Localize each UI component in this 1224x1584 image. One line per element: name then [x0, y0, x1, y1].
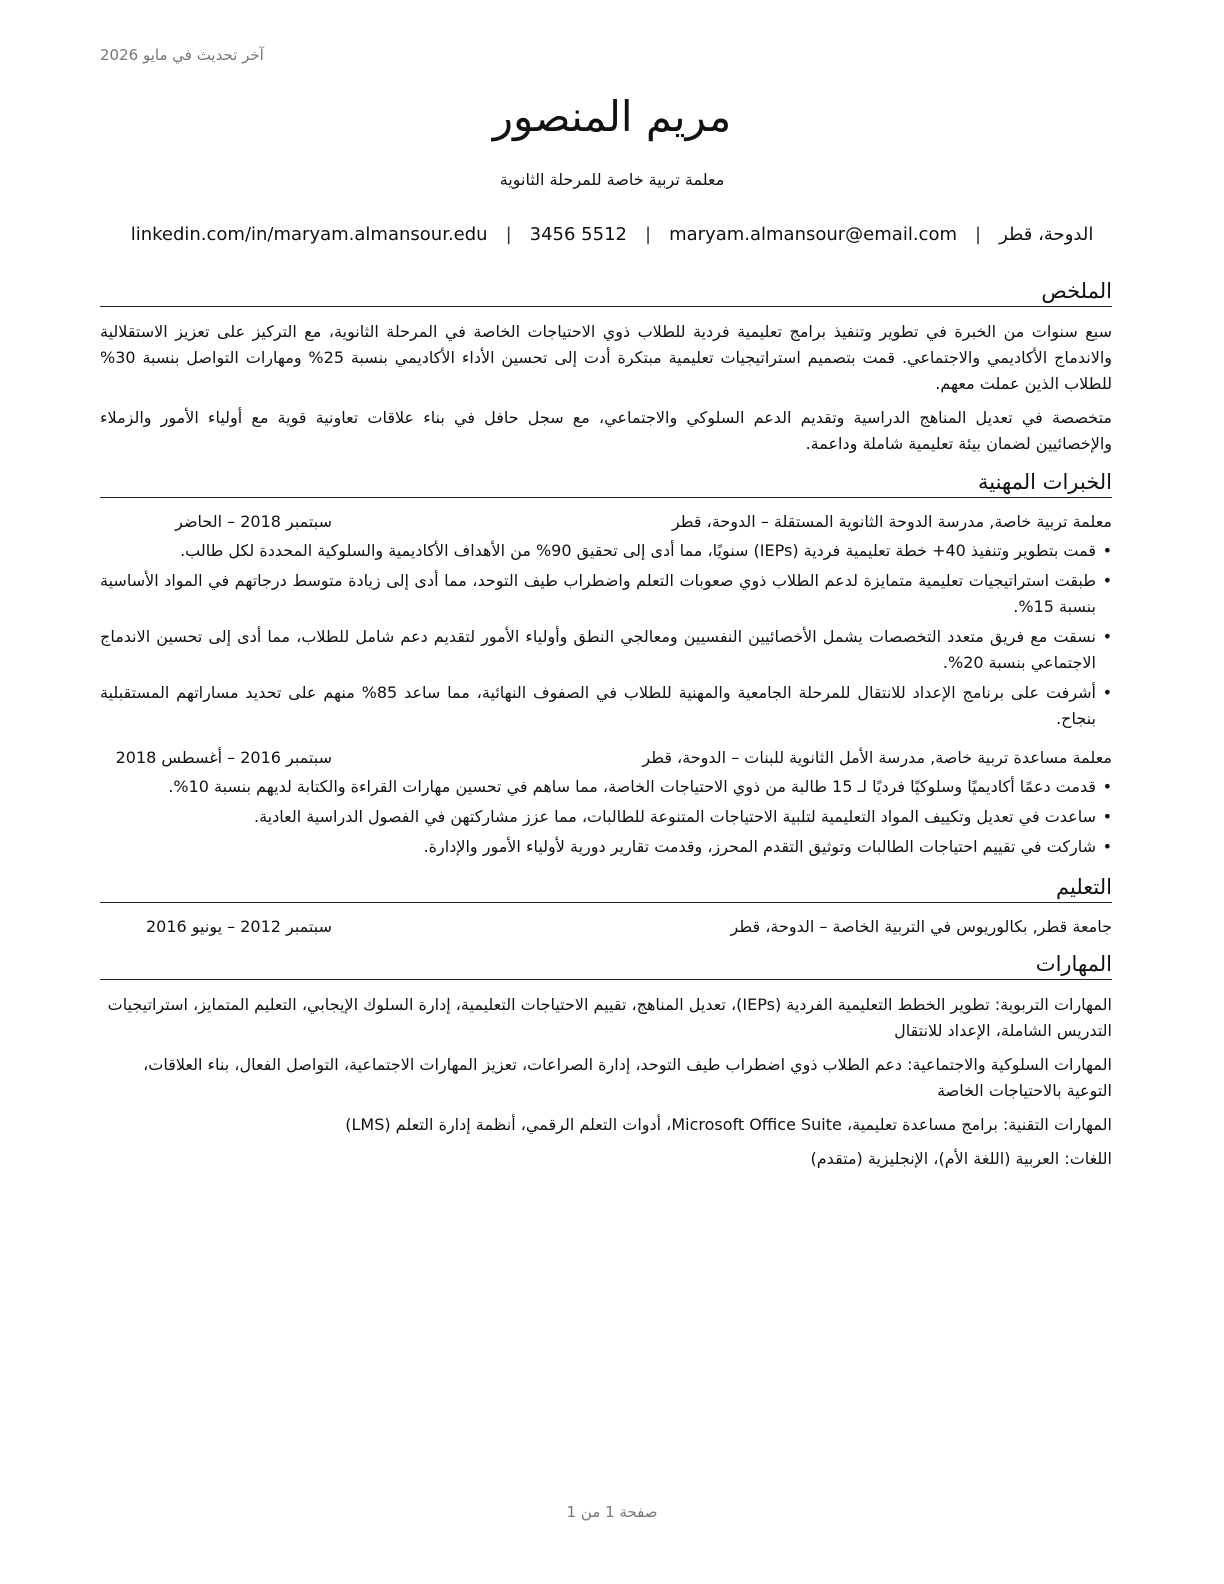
summary-paragraph: سبع سنوات من الخبرة في تطوير وتنفيذ برامج تعليمية فردية للطلاب ذوي الاحتياجات الخاصة في المرحلة الثانوية، مع التركيز على تعزيز الاستقلالية والاندماج الأكاديمي والاجتماعي. قمت بتصميم استراتيجيات تعليمية مبتكرة أدت إلى تحسين الأداء الأكاديمي بنسبة 25% ومهارات التواصل بنسبة 30% للطلاب الذين عملت معهم. — [100, 322, 1112, 393]
job-entry — [100, 746, 1112, 860]
job-bullets — [100, 774, 1112, 860]
contact-separator: | — [975, 224, 982, 245]
skill-line: المهارات التقنية: برامج مساعدة تعليمية، Microsoft Office Suite، أدوات التعلم الرقمي، أنظمة إدارة التعلم (LMS) — [345, 1115, 1112, 1134]
contact-location: الدوحة، قطر — [999, 224, 1094, 245]
job-bullet: • شاركت في تقييم احتياجات الطالبات وتوثيق التقدم المحرز، وقدمت تقارير دورية لأولياء الأمور والإدارة. — [100, 834, 1112, 860]
job-org: معلمة مساعدة تربية خاصة, مدرسة الأمل الثانوية للبنات – الدوحة، قطر — [642, 748, 1112, 767]
contact-phone[interactable]: 3456 5512 — [529, 224, 627, 245]
candidate-name: مريم المنصور — [492, 92, 732, 141]
job-header — [100, 510, 1112, 534]
contact-separator: | — [645, 224, 652, 245]
resume-content — [100, 278, 1112, 1184]
skill-line: اللغات: العربية (اللغة الأم)، الإنجليزية (متقدم) — [810, 1149, 1112, 1168]
job-bullet: • قمت بتطوير وتنفيذ 40+ خطة تعليمية فردية (IEPs) سنويًا، مما أدى إلى تحقيق 90% من الأهداف الأكاديمية والسلوكية المحددة لكل طالب. — [100, 538, 1112, 564]
education-dates: سبتمبر 2012 – يونيو 2016 — [145, 917, 332, 936]
experience-heading: الخبرات المهنية — [100, 469, 1112, 498]
skills-heading: المهارات — [100, 951, 1112, 980]
job-header — [100, 746, 1112, 770]
bullet-dot-icon: • — [1102, 837, 1112, 856]
contact-separator: | — [505, 224, 512, 245]
job-bullet: • قدمت دعمًا أكاديميًا وسلوكيًا فرديًا لـ 15 طالبة من ذوي الاحتياجات الخاصة، مما ساهم في تحسين مهارات القراءة والكتابة لديهم بنسبة 10%. — [100, 774, 1112, 800]
job-dates: سبتمبر 2018 – الحاضر — [175, 512, 332, 531]
contact-line — [110, 224, 1114, 245]
skill-line: المهارات التربوية: تطوير الخطط التعليمية الفردية (IEPs)، تعديل المناهج، تقييم الاحتياجات التعليمية، إدارة السلوك الإيجابي، التعليم المتمايز، استراتيجيات التدريس الشاملة، الإعداد للانتقال — [107, 995, 1112, 1040]
bullet-dot-icon: • — [1102, 777, 1112, 796]
summary-heading: الملخص — [100, 278, 1112, 307]
contact-email[interactable]: maryam.almansour@email.com — [669, 224, 957, 245]
bullet-dot-icon: • — [1102, 683, 1112, 702]
education-entry — [100, 915, 1112, 939]
job-org: معلمة تربية خاصة, مدرسة الدوحة الثانوية المستقلة – الدوحة، قطر — [671, 512, 1112, 531]
job-bullet: • ساعدت في تعديل وتكييف المواد التعليمية لتلبية الاحتياجات المتنوعة للطالبات، مما عزز مشاركتهن في الفصول الدراسية العادية. — [100, 804, 1112, 830]
job-bullets — [100, 538, 1112, 732]
contact-linkedin[interactable]: linkedin.com/in/maryam.almansour.edu — [130, 224, 488, 245]
job-entry — [100, 510, 1112, 732]
skills-section — [100, 951, 1112, 1172]
bullet-dot-icon: • — [1102, 807, 1112, 826]
education-section — [100, 874, 1112, 939]
education-org: جامعة قطر, بكالوريوس في التربية الخاصة – الدوحة، قطر — [730, 917, 1112, 936]
last-updated: آخر تحديث في مايو 2026 — [100, 46, 264, 64]
job-bullet: • أشرفت على برنامج الإعداد للانتقال للمرحلة الجامعية والمهنية للطلاب في الصفوف النهائية، مما ساعد 85% منهم على تحديد مساراتهم المستقبلية بنجاح. — [100, 680, 1112, 732]
candidate-title: معلمة تربية خاصة للمرحلة الثانوية — [499, 170, 725, 189]
page-number: صفحة 1 من 1 — [566, 1503, 658, 1521]
bullet-dot-icon: • — [1102, 627, 1112, 646]
education-heading: التعليم — [100, 874, 1112, 903]
experience-section — [100, 469, 1112, 860]
bullet-dot-icon: • — [1102, 541, 1112, 560]
bullet-dot-icon: • — [1102, 571, 1112, 590]
job-bullet: • نسقت مع فريق متعدد التخصصات يشمل الأخصائيين النفسيين ومعالجي النطق وأولياء الأمور لتقديم دعم شامل للطلاب، مما أدى إلى تحسين الاندماج الاجتماعي بنسبة 20%. — [100, 624, 1112, 676]
skill-line: المهارات السلوكية والاجتماعية: دعم الطلاب ذوي اضطراب طيف التوحد، إدارة الصراعات، تعزيز المهارات الاجتماعية، التواصل الفعال، بناء العلاقات، التوعية بالاحتياجات الخاصة — [143, 1055, 1112, 1100]
summary-paragraph: متخصصة في تعديل المناهج الدراسية وتقديم الدعم السلوكي والاجتماعي، مع سجل حافل في بناء علاقات تعاونية قوية مع أولياء الأمور والزملاء والإخصائيين لضمان بيئة تعليمية شاملة وداعمة. — [100, 408, 1112, 453]
job-bullet: • طبقت استراتيجيات تعليمية متمايزة لدعم الطلاب ذوي صعوبات التعلم واضطراب طيف التوحد، مما أدى إلى زيادة متوسط درجاتهم في المواد الأساسية بنسبة 15%. — [100, 568, 1112, 620]
job-dates: سبتمبر 2016 – أغسطس 2018 — [115, 748, 332, 767]
summary-section — [100, 278, 1112, 457]
